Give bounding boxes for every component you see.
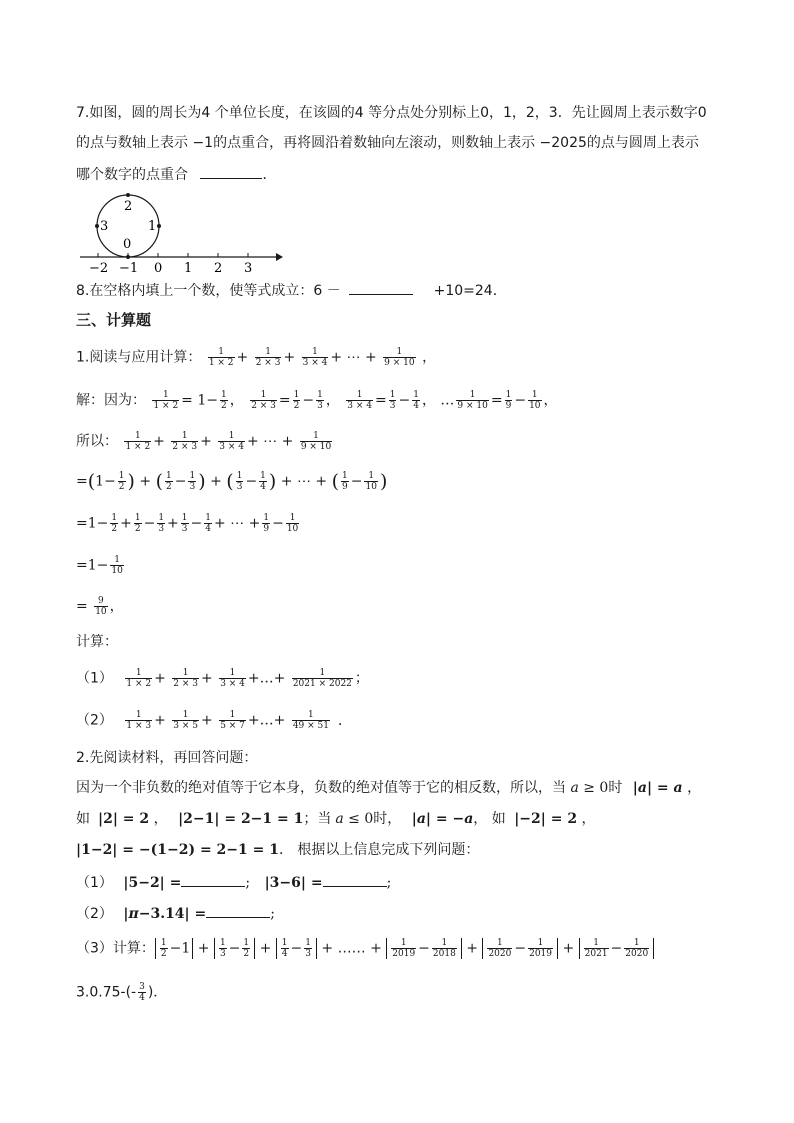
p1-comma: ， (421, 392, 436, 409)
circle-point-3 (95, 224, 99, 228)
axis-label: 2 (214, 261, 223, 276)
fraction: $\frac{1}{1 \times 2}$ (125, 431, 151, 452)
fraction: $\frac{1}{3}$ (389, 390, 396, 411)
fraction: $\frac{1}{4}$ (413, 390, 419, 411)
fraction: $\frac{1}{1 \times 2}$ (208, 347, 234, 368)
axis-label: 1 (184, 261, 193, 276)
fraction: $\frac{1}{2021 \times 2022}$ (292, 668, 352, 689)
q7-line3 (76, 164, 276, 185)
circle-point-1 (157, 224, 161, 228)
p2-blank-3[interactable] (206, 903, 270, 918)
p2-blank-1[interactable] (181, 872, 245, 887)
axis-arrow-icon (276, 253, 283, 261)
circle-label-0: 0 (123, 237, 132, 252)
p2-line1: 因为一个非负数的绝对值等于它本身，负数的绝对值等于它的相反数，所以，当 a ≥ 0时 |a| = a ， (76, 780, 702, 796)
q8-text-before: 8.在空格内填上一个数，使等式成立：6 － (76, 283, 341, 299)
p1-solve-line: 解：因为： $\frac{1}{1 \times 2}$ = 1− $\frac{1}{2}$ ， $\frac{1}{2 \times 3}$ = $\frac{1}{2}$ − $\frac{1}{3}$ ， $\frac{1}{3 \times 4}$ = $\frac{1}{3}$ − $\frac{1}{4}$ ， … $\frac{1}{9 \times 10}$ = $\frac{1}{9}$ − $\frac{1}{10}$ ， (76, 390, 558, 411)
fraction: $\frac{1}{1 \times 3}$ (126, 710, 152, 731)
p2-sub2: （2） |π−3.14| = ; (76, 903, 275, 924)
p1-comma: ， (422, 349, 437, 366)
equals: = (76, 473, 88, 490)
q7-line2: 的点与数轴上表示 −1的点重合，再将圆沿着数轴向左滚动，则数轴上表示 −2025的点与圆周上表示 (76, 135, 699, 151)
p1-step2: =1− $\frac{1}{2}$ + $\frac{1}{2}$ − $\frac{1}{3}$ + $\frac{1}{3}$ − $\frac{1}{4}$ + ⋯ + $\frac{1}{9}$ − $\frac{1}{10}$ (76, 513, 299, 534)
fraction: $\frac{1}{3}$ (317, 390, 323, 411)
fraction: $\frac{1}{10}$ (529, 390, 541, 411)
p1-sub2: （2） $\frac{1}{1 \times 3}$ + $\frac{1}{3 \times 5}$ + $\frac{1}{5 \times 7}$ +…+ $\frac{1}{49 \times 51}$ ． (76, 710, 352, 731)
p2-sub1: （1） |5−2| = ; |3−6| = ; (76, 872, 391, 893)
axis-label: −1 (119, 261, 139, 276)
p1-comma: ， (325, 392, 340, 409)
p1-step1: =(1− $\frac{1}{2}$ ) + ( $\frac{1}{2}$ − $\frac{1}{3}$ ) + ( $\frac{1}{3}$ − $\frac{1}{4}$ ) + ⋯ + ( $\frac{1}{9}$ − $\frac{1}{10}$ ) (76, 470, 388, 493)
fraction: $\frac{3}{4}$ (139, 982, 145, 1003)
p2-line3: |1−2| = −(1−2) = 2−1 = 1． 根据以上信息完成下列问题： (76, 842, 480, 858)
fraction: $\frac{1}{9 \times 10}$ (457, 390, 488, 411)
equals: = (76, 557, 88, 574)
q8-text-after: +10=24． (433, 283, 507, 299)
fraction: $\frac{1}{3 \times 5}$ (173, 710, 198, 731)
q7-line3-end: ． (262, 167, 277, 183)
p1-step3: =1− $\frac{1}{10}$ (76, 555, 123, 576)
fraction: $\frac{1}{2}$ (221, 390, 227, 411)
fraction: $\frac{1}{3 \times 4}$ (302, 347, 328, 368)
p2-blank-2[interactable] (323, 872, 387, 887)
sub1-label: （1） (76, 670, 113, 687)
ellipsis: … (440, 392, 455, 409)
fraction: $\frac{1}{2 \times 3}$ (255, 347, 281, 368)
p2-intro: 2.先阅读材料，再回答问题： (76, 750, 258, 766)
fraction: $\frac{1}{2}$ (293, 390, 300, 411)
fraction: $\frac{1}{1 \times 2}$ (126, 668, 152, 689)
p1-so: 所以： (76, 433, 118, 450)
p1-so-line: 所以： $\frac{1}{1 \times 2}$ + $\frac{1}{2 \times 3}$ + $\frac{1}{3 \times 4}$ + ⋯ + $\frac{1}{9 \times 10}$ (76, 431, 332, 452)
fraction: $\frac{1}{3 \times 4}$ (220, 668, 245, 689)
axis-label: −2 (89, 261, 109, 276)
axis-label: 3 (244, 261, 253, 276)
fraction: $\frac{1}{5 \times 7}$ (220, 710, 245, 731)
p1-compute: 计算： (76, 634, 118, 650)
p1-intro-line: 1.阅读与应用计算： $\frac{1}{1 \times 2}$ + $\frac{1}{2 \times 3}$ + $\frac{1}{3 \times 4}$ + ⋯ + $\frac{1}{9 \times 10}$ ， (76, 347, 437, 368)
circle-number-line-figure (80, 188, 290, 278)
axis-label: 0 (154, 261, 163, 276)
fraction: $\frac{1}{9}$ (505, 390, 512, 411)
equals: = (76, 598, 88, 615)
circle-point-2 (126, 193, 130, 197)
fraction: $\frac{1}{9 \times 10}$ (384, 347, 415, 368)
circle-label-1: 1 (148, 219, 157, 234)
fraction: $\frac{1}{1 \times 2}$ (153, 390, 179, 411)
circle-label-3: 3 (100, 219, 109, 234)
result-fraction: $\frac{9}{10}$ (95, 596, 107, 617)
q7-line3-text: 哪个数字的点重合 (76, 167, 188, 183)
section-title: 三、计算题 (76, 311, 152, 329)
q8-line (76, 280, 507, 301)
fraction: $\frac{1}{2 \times 3}$ (173, 668, 198, 689)
p1-comma: ， (229, 392, 244, 409)
sub2-label: （2） (76, 712, 113, 729)
q7-answer-blank[interactable] (200, 164, 262, 179)
equals: = (76, 515, 88, 532)
p1-comma: ， (543, 392, 558, 409)
p1-intro: 1.阅读与应用计算： (76, 349, 202, 366)
p3-line: 3.0.75-(- $\frac{3}{4}$ )． (76, 982, 168, 1003)
q7-line1: 7.如图，圆的周长为4 个单位长度，在该圆的4 等分点处分别标上0，1，2，3．先让圆周上表示数字0 (76, 105, 707, 121)
q8-answer-blank[interactable] (349, 280, 413, 295)
fraction: $\frac{1}{2 \times 3}$ (251, 390, 276, 411)
p1-solve: 解：因为： (76, 392, 146, 409)
p1-sub1: （1） $\frac{1}{1 \times 2}$ + $\frac{1}{2 \times 3}$ + $\frac{1}{3 \times 4}$ +…+ $\frac{1}{2021 \times 2022}$ ； (76, 668, 369, 689)
fraction: $\frac{1}{49 \times 51}$ (292, 710, 329, 731)
circle-label-2: 2 (124, 199, 133, 214)
fraction: $\frac{1}{3 \times 4}$ (347, 390, 373, 411)
fraction: $\frac{1}{3 \times 4}$ (219, 431, 244, 452)
fraction: $\frac{1}{9 \times 10}$ (300, 431, 332, 452)
fraction: $\frac{1}{2 \times 3}$ (172, 431, 198, 452)
p2-line2: 如 |2| = 2 ， |2−1| = 2−1 = 1；当 a ≤ 0时， |a| = −a， 如 |−2| = 2 ， (76, 811, 596, 827)
p2-sub3: （3）计算： $\frac{1}{2}$ −1 + $\frac{1}{3}$ − $\frac{1}{2}$ + $\frac{1}{4}$ − $\frac{1}{3}$ + …… + $\frac{1}{2019}$ − $\frac{1}{2018}$ + $\frac{1}{2020}$ − $\frac{1}{2019}$ + $\frac{1}{2021}$ − $\frac{1}{2020}$ (76, 938, 654, 959)
p1-result: = $\frac{9}{10}$ ， (76, 596, 124, 617)
